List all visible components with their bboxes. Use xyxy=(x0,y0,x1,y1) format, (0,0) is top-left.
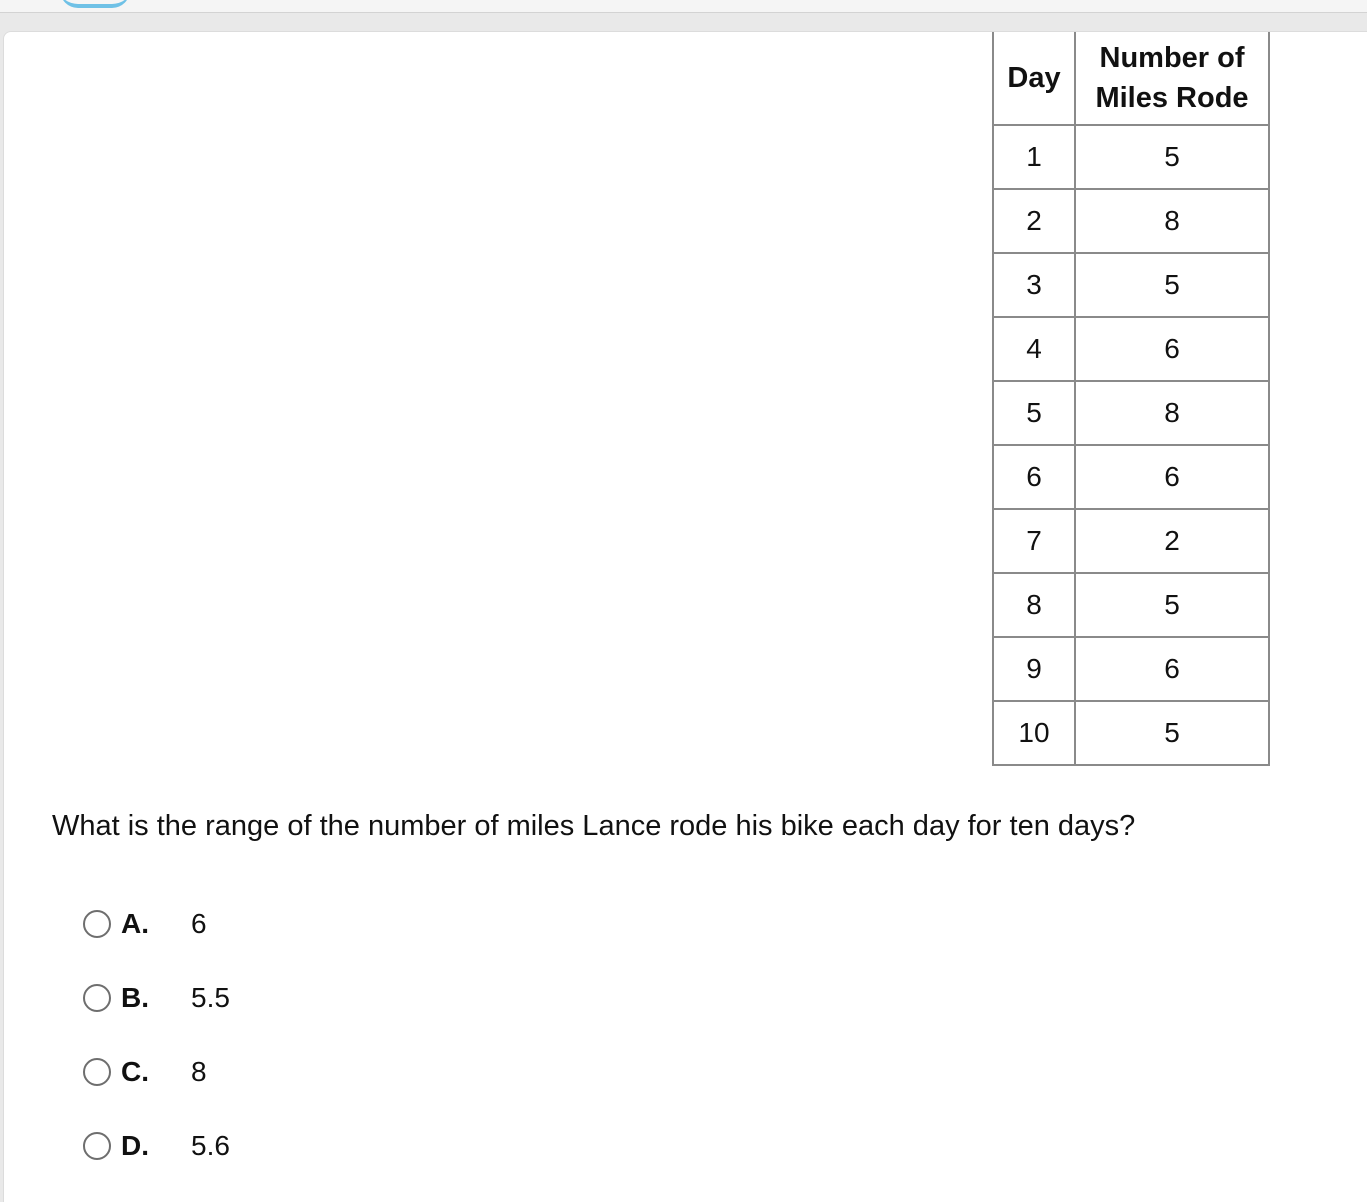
cell-miles: 8 xyxy=(1074,380,1268,444)
header-day: Day xyxy=(992,32,1074,124)
cell-day: 5 xyxy=(992,380,1074,444)
cell-miles: 5 xyxy=(1074,572,1268,636)
cell-day: 8 xyxy=(992,572,1074,636)
cell-day: 7 xyxy=(992,508,1074,572)
table-row xyxy=(992,636,1268,700)
cell-miles: 2 xyxy=(1074,508,1268,572)
answer-choices xyxy=(83,887,230,1183)
choice-value: 6 xyxy=(191,908,207,939)
cell-day: 1 xyxy=(992,124,1074,188)
choice-letter: D. xyxy=(121,1130,149,1161)
logo-arc-icon xyxy=(60,0,130,8)
choice-value: 5.5 xyxy=(191,982,230,1013)
choice-value: 8 xyxy=(191,1056,207,1087)
table-row xyxy=(992,188,1268,252)
table-header-row xyxy=(992,32,1268,124)
miles-table xyxy=(992,32,1270,766)
choice-letter: A. xyxy=(121,908,149,939)
choice-b[interactable] xyxy=(83,961,230,1035)
choice-c[interactable] xyxy=(83,1035,230,1109)
table-row xyxy=(992,700,1268,764)
cell-day: 10 xyxy=(992,700,1074,764)
table-row xyxy=(992,380,1268,444)
choice-letter: B. xyxy=(121,982,149,1013)
header-miles xyxy=(1074,32,1268,124)
cell-miles: 6 xyxy=(1074,444,1268,508)
table-row xyxy=(992,124,1268,188)
choice-value: 5.6 xyxy=(191,1130,230,1161)
table-row xyxy=(992,252,1268,316)
radio-button-icon[interactable] xyxy=(83,1132,111,1160)
cell-miles: 6 xyxy=(1074,316,1268,380)
top-bar xyxy=(0,0,1367,13)
radio-button-icon[interactable] xyxy=(83,910,111,938)
cell-day: 2 xyxy=(992,188,1074,252)
table-row xyxy=(992,316,1268,380)
cell-miles: 5 xyxy=(1074,252,1268,316)
cell-miles: 6 xyxy=(1074,636,1268,700)
choice-a[interactable] xyxy=(83,887,230,961)
cell-day: 6 xyxy=(992,444,1074,508)
table-row xyxy=(992,444,1268,508)
cell-day: 3 xyxy=(992,252,1074,316)
question-text: What is the range of the number of miles Lance rode his bike each day for ten days? xyxy=(52,810,1136,842)
radio-button-icon[interactable] xyxy=(83,1058,111,1086)
cell-miles: 8 xyxy=(1074,188,1268,252)
radio-button-icon[interactable] xyxy=(83,984,111,1012)
cell-day: 4 xyxy=(992,316,1074,380)
question-panel xyxy=(3,31,1367,1202)
table-row xyxy=(992,508,1268,572)
header-miles-line1: Number of xyxy=(1099,42,1245,74)
header-miles-line2: Miles Rode xyxy=(1095,82,1249,114)
cell-miles: 5 xyxy=(1074,700,1268,764)
cell-miles: 5 xyxy=(1074,124,1268,188)
table-row xyxy=(992,572,1268,636)
cell-day: 9 xyxy=(992,636,1074,700)
choice-letter: C. xyxy=(121,1056,149,1087)
choice-d[interactable] xyxy=(83,1109,230,1183)
